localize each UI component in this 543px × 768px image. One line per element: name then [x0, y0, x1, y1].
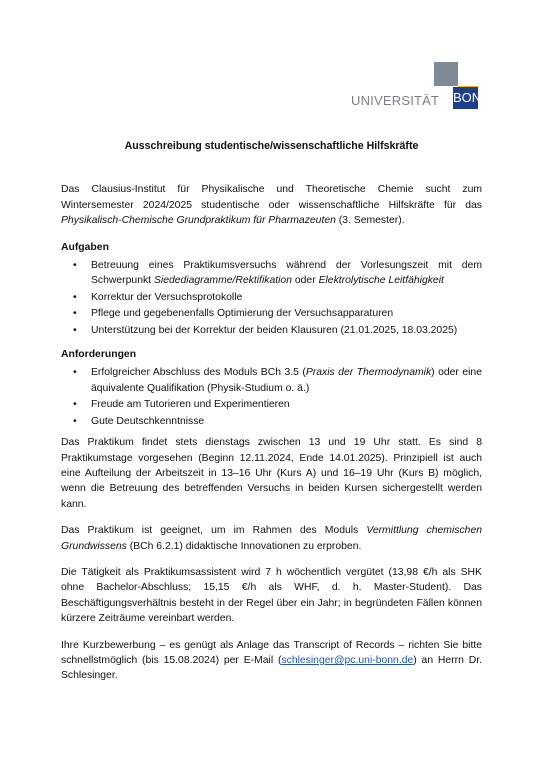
list-item: • Korrektur der Versuchsprotokolle	[61, 290, 482, 305]
module-name: Vermittlung chemischen Grundwissens	[61, 525, 483, 552]
item-italic: Siedediagramme/Rektifikation	[153, 275, 292, 287]
course-name: Physikalisch-Chemische Grundpraktikum für Pharmazeuten	[61, 215, 336, 227]
item-text: Betreuung eines Praktikumsversuchs während der Vorlesungszeit mit dem Schwerpunkt	[91, 260, 482, 287]
item-text: oder	[291, 275, 319, 287]
aufgaben-list	[61, 258, 482, 338]
para-text: (BCh 6.2.1) didaktische Innovationen zu erproben.	[126, 540, 362, 552]
email-link[interactable]: schlesinger@pc.uni-bonn.de	[281, 654, 414, 666]
item-text: Erfolgreicher Abschluss des Moduls BCh 3.5 (	[91, 367, 306, 379]
item-text: ) oder eine äquivalente Qualifikation (Physik-Studium o. ä.)	[91, 367, 482, 394]
para-text: Das Praktikum ist geeignet, um im Rahmen des Moduls	[61, 525, 367, 537]
logo-university-text: UNIVERSITÄT	[351, 93, 440, 108]
list-item: • Freude am Tutorieren und Experimentieren	[61, 397, 482, 412]
intro-text-end: (3. Semester).	[335, 215, 405, 227]
para-text: ) an Herrn Dr. Schlesinger.	[61, 654, 482, 682]
logo-gray-square	[434, 62, 458, 86]
list-item: • Gute Deutschkenntnisse	[61, 414, 482, 429]
praktikum-paragraph: Das Praktikum findet stets dienstags zwischen 13 und 19 Uhr statt. Es sind 8 Praktikumstage vorgesehen (Beginn 12.11.2024, Ende 14.01.2025). Prinzipiell ist auch eine Aufteilung der Arbeitszeit in 13–16 Uhr (Kurs A) und 16–19 Uhr (Kurs B) möglich, wenn die Betreuung des betreffenden Versuchs in beiden Kursen sichergestellt werden kann.	[61, 437, 482, 510]
list-item: • Pflege und gegebenenfalls Optimierung der Versuchsapparaturen	[61, 306, 482, 321]
modul-paragraph	[61, 523, 482, 554]
item-italic: Elektrolytische Leitfähigkeit	[318, 275, 444, 287]
anforderungen-list	[61, 365, 482, 429]
university-logo	[351, 62, 491, 114]
aufgaben-heading: Aufgaben	[61, 241, 109, 253]
intro-paragraph	[61, 182, 482, 228]
para-text: Ihre Kurzbewerbung – es genügt als Anlage das Transcript of Records – richten Sie bitte schnellstmöglich (bis 15.08.2024) per E-Mail (	[61, 639, 482, 666]
intro-text: Das Clausius-Institut für Physikalische und Theoretische Chemie sucht zum Wintersemester 2024/2025 studentische oder wissenschaftliche Hilfskräfte für das	[61, 184, 482, 211]
document-body	[61, 139, 482, 695]
item-italic: Praxis der Thermodynamik	[305, 367, 432, 379]
bewerbung-paragraph	[61, 638, 482, 684]
document-title: Ausschreibung studentische/wissenschaftliche Hilfskräfte	[124, 140, 419, 152]
verguetung-paragraph: Die Tätigkeit als Praktikumsassistent wird 7 h wöchentlich vergütet (13,98 €/h als SHK ohne Bachelor-Abschluss; 15,15 €/h als WHF, d. h. Master-Student). Das Beschäftigungsverhältnis besteht in der Regel über ein Jahr; in begründeten Fällen können kürzere Zeiträume vereinbart werden.	[61, 566, 482, 625]
list-item	[61, 365, 482, 396]
list-item	[61, 258, 482, 289]
anforderungen-heading: Anforderungen	[61, 349, 137, 361]
list-item: • Unterstützung bei der Korrektur der beiden Klausuren (21.01.2025, 18.03.2025)	[61, 323, 482, 338]
logo-bonn-text: BONN	[453, 87, 478, 109]
